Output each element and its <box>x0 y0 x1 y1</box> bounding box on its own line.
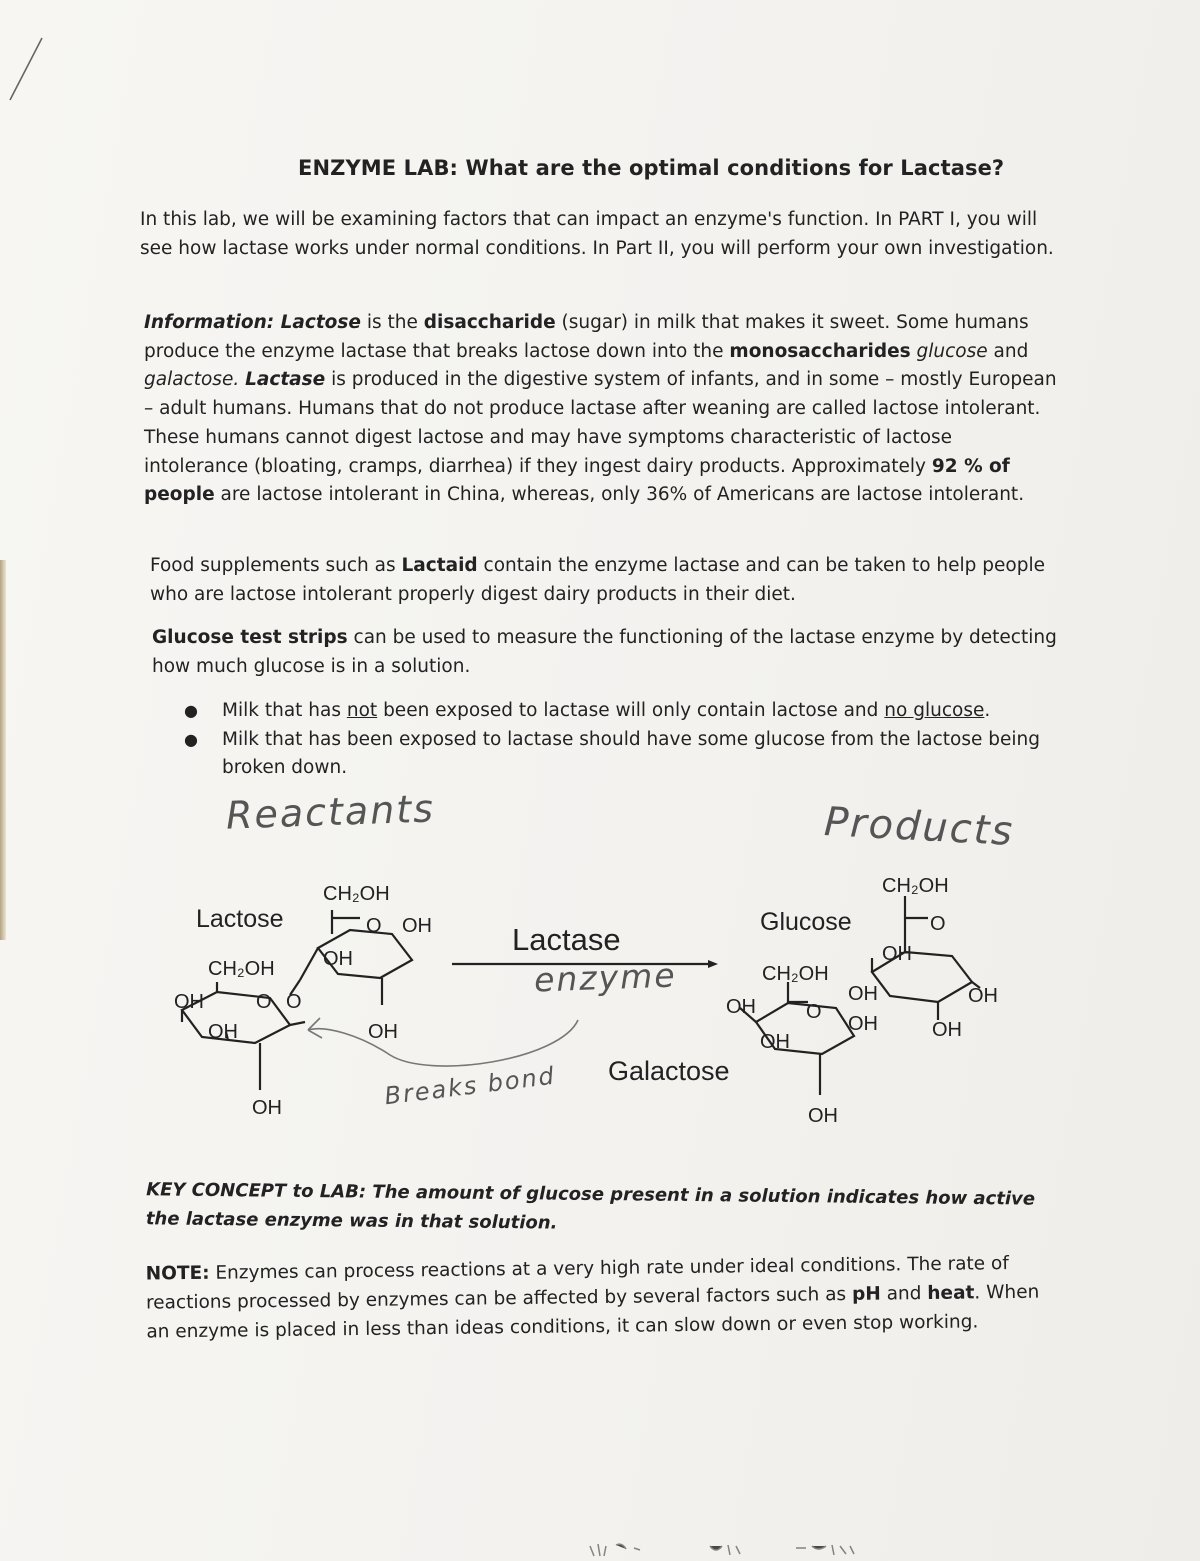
bullet-text: been exposed to lactase will only contain lactose and <box>377 700 885 721</box>
label-o: O <box>286 991 302 1013</box>
information-paragraph <box>144 309 1059 510</box>
note-text: and <box>880 1283 928 1305</box>
food-text: Food supplements such as <box>150 555 402 576</box>
note-text: . When an enzyme is placed in less than ideas conditions, it can slow down or even stop working. <box>146 1281 1040 1343</box>
info-text: are lactose intolerant in China, whereas, only 36% of Americans are lactose intolerant. <box>214 484 1025 506</box>
info-lactase: Lactase <box>245 369 326 391</box>
label-ch2oh: CH₂OH <box>208 958 275 980</box>
info-92-percent: 92 % of people <box>144 455 1010 506</box>
info-text: is the <box>360 312 424 333</box>
food-lactaid: Lactaid <box>401 555 478 576</box>
key-concept: KEY CONCEPT to LAB: The amount of glucose present in a solution indicates how active the lactase enzyme was in that solution. <box>145 1179 1036 1234</box>
bleed-through-marks <box>580 1540 1000 1561</box>
label-lactase: Lactase <box>512 922 621 957</box>
label-ch2oh: CH₂OH <box>323 883 390 905</box>
label-oh: OH <box>208 1021 238 1043</box>
bullet-icon: ● <box>184 729 198 749</box>
label-oh: OH <box>726 996 756 1018</box>
bullet-underline-not: not <box>346 700 378 721</box>
label-glucose: Glucose <box>760 908 852 936</box>
note-label: NOTE: <box>145 1262 210 1285</box>
list-item <box>180 697 1060 726</box>
info-disaccharide: disaccharide <box>423 312 556 333</box>
strips-label: Glucose test strips <box>152 627 348 648</box>
bullet-text: Milk that has <box>222 700 347 721</box>
label-oh: OH <box>808 1105 838 1127</box>
label-oh: OH <box>848 983 878 1005</box>
bullet-underline-no-glucose: no glucose <box>884 700 985 721</box>
info-text: is produced in the digestive system of infants, and in some – mostly European – adult humans. Humans that do not produce lactase after weaning are called lactose intolerant. These humans cannot digest lactose and may have symptoms characteristic of lactose intolerance (bloating, cramps, diarrhea) if they ingest dairy products. Approximately <box>144 369 1057 477</box>
handwritten-enzyme: enzyme <box>533 955 678 1000</box>
note-heat: heat <box>927 1282 975 1305</box>
label-oh: OH <box>760 1031 790 1053</box>
label-o: O <box>930 913 946 935</box>
handwritten-products: Products <box>822 799 1016 855</box>
strips-text: can be used to measure the functioning of the lactase enzyme by detecting how much glucose is in a solution. <box>152 627 1057 677</box>
note-ph: pH <box>851 1283 881 1305</box>
list-item <box>180 726 1060 783</box>
label-o: O <box>366 915 382 937</box>
info-text: (sugar) in milk that makes it sweet. Some humans produce the enzyme lactase that breaks lactose down into the <box>144 312 1029 362</box>
info-glucose: glucose <box>916 340 988 362</box>
pencil-mark <box>0 0 60 120</box>
label-oh: OH <box>402 915 432 937</box>
handwritten-breaks-bond: Breaks bond <box>382 1061 558 1111</box>
intro-paragraph: In this lab, we will be examining factors that can impact an enzyme's function. In PART I, you will see how lactase works under normal conditions. In Part II, you will perform your own investigation. <box>140 209 1054 259</box>
info-monosaccharides: monosaccharides <box>729 340 911 362</box>
label-o: O <box>806 1001 822 1023</box>
label-lactose: Lactose <box>196 905 284 933</box>
test-strips-paragraph <box>152 624 1072 681</box>
note-paragraph <box>146 1248 1057 1346</box>
info-text: and <box>987 340 1029 362</box>
page-edge-shadow <box>0 560 6 940</box>
bullet-list <box>180 697 1060 783</box>
label-oh: OH <box>174 991 204 1013</box>
arrow-head-icon <box>708 960 718 968</box>
label-oh: OH <box>932 1019 962 1041</box>
label-oh: OH <box>848 1013 878 1035</box>
food-supplements-paragraph <box>150 552 1070 609</box>
label-ch2oh: CH₂OH <box>762 963 829 985</box>
label-ch2oh: CH₂OH <box>882 875 949 897</box>
label-oh: OH <box>323 948 353 970</box>
note-text: Enzymes can process reactions at a very high rate under ideal conditions. The rate of reactions processed by enzymes can be affected by several factors such as <box>145 1253 1009 1314</box>
bullet-text: . <box>984 700 991 721</box>
bullet-icon: ● <box>184 701 198 720</box>
page-title: ENZYME LAB: What are the optimal conditions for Lactase? <box>298 156 1005 180</box>
info-label: Information: Lactose <box>144 312 361 333</box>
info-galactose: galactose. <box>144 369 240 391</box>
label-galactose: Galactose <box>608 1056 730 1086</box>
breaks-bond-arrow <box>308 1020 578 1066</box>
label-o: O <box>256 991 272 1013</box>
lactose-reaction-diagram <box>160 860 1060 1140</box>
food-text: contain the enzyme lactase and can be taken to help people who are lactose intolerant properly digest dairy products in their diet. <box>150 555 1046 605</box>
label-oh: OH <box>882 943 912 965</box>
label-oh: OH <box>368 1021 398 1043</box>
label-oh: OH <box>968 985 998 1007</box>
handwritten-reactants: Reactants <box>225 786 436 838</box>
bullet-text: Milk that has been exposed to lactase should have some glucose from the lactose being broken down. <box>222 728 1040 778</box>
label-oh: OH <box>252 1097 282 1119</box>
